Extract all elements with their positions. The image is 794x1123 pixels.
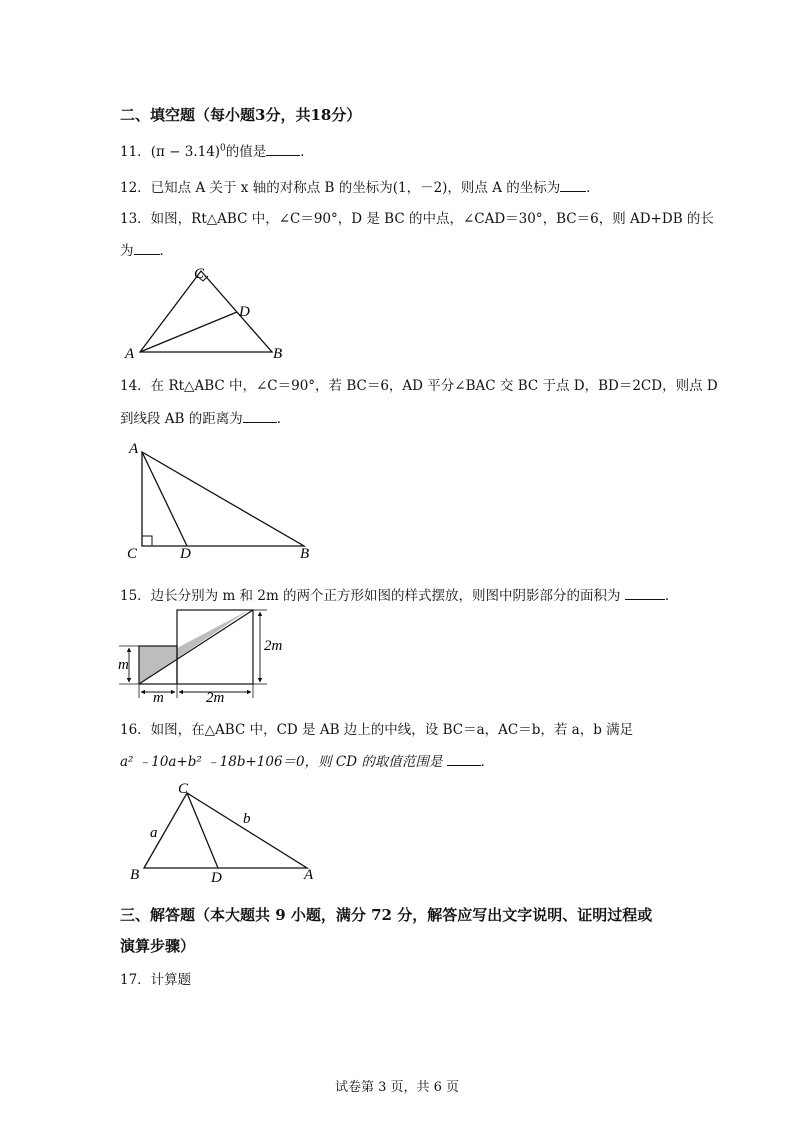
q13-triangle-figure [115,260,305,365]
q16-label-a: A [304,867,314,883]
q15-squares-figure [115,603,295,703]
q14-right-angle-mark [142,536,152,546]
question-17: 17．计算题 [120,972,192,988]
q14-triangle-figure [120,437,320,565]
question-12 [120,176,600,196]
q16-median-cd [187,793,218,868]
q11-text: 的值是 [225,144,267,160]
q13-answer-blank[interactable] [134,242,160,255]
question-16-line-1: 16．如图，在△ABC 中，CD 是 AB 边上的中线，设 BC＝a，AC＝b，若 a，b 满足 [120,722,634,738]
section-3-heading-line-2: 演算步骤） [120,937,196,955]
question-15 [120,584,678,604]
q14-segment-ad [142,452,187,546]
q12-text: 12．已知点 A 关于 x 轴的对称点 B 的坐标为(1，－2)，则点 A 的坐标为 [120,180,561,196]
q16-label-b-side: b [243,811,251,827]
q16-triangle-figure [120,776,330,886]
q15-end: ． [664,588,679,604]
question-11 [120,140,314,160]
q13-label-a: A [125,346,135,362]
question-16-line-2 [120,750,494,770]
q16-label-a-side: a [150,825,158,841]
q13-label-b: B [273,346,283,362]
q12-end: ． [586,180,600,196]
q14-triangle-abc [142,452,304,546]
q11-end: ． [300,144,314,160]
q15-label-2m-bottom: 2m [206,690,225,703]
q16-triangle-abc [144,793,307,868]
q11-answer-blank[interactable] [266,143,300,156]
q16-label-c: C [178,781,189,797]
q14-label-b: B [300,546,310,562]
q16-end: ． [480,754,495,770]
q11-expression: (π − 3.14) [150,144,221,160]
q16-label-d: D [211,870,222,886]
q14-label-c: C [127,546,138,562]
q13-label-c: C [194,266,205,282]
q14-label-d: D [180,546,191,562]
section-3-heading-line-1: 三、解答题（本大题共 9 小题，满分 72 分，解答应写出文字说明、证明过程或 [120,906,653,924]
q16-equation: a² ﹣10a+b² ﹣18b+106＝0，则 CD 的取值范围是 [120,754,443,770]
q13-text: 为 [120,243,134,259]
q15-label-m-bottom: m [153,690,164,703]
q13-label-d: D [239,304,250,320]
q11-exponent: 0 [220,143,226,154]
q16-answer-blank[interactable] [447,753,481,766]
question-13-line-2 [120,239,173,259]
q13-triangle-abc [140,271,272,352]
q14-end: ． [276,411,291,427]
q15-label-2m-right: 2m [264,638,283,654]
q14-text: 到线段 AB 的距离为 [120,411,243,427]
q16-label-b: B [130,867,140,883]
q14-label-a: A [129,441,139,457]
question-14-line-2 [120,407,290,427]
q15-label-m-left: m [118,657,129,673]
q12-answer-blank[interactable] [560,179,586,192]
question-14-line-1: 14．在 Rt△ABC 中，∠C＝90°，若 BC＝6，AD 平分∠BAC 交 BC 于点 D，BD＝2CD，则点 D [120,378,718,394]
q11-number: 11． [120,144,151,160]
q13-end: ． [159,243,173,259]
q15-text: 15．边长分别为 m 和 2m 的两个正方形如图的样式摆放，则图中阴影部分的面积为 [120,588,621,604]
page-footer: 试卷第 3 页，共 6 页 [334,1080,460,1095]
section-2-heading: 二、填空题（每小题3分，共18分） [120,106,362,124]
question-13-line-1: 13．如图，Rt△ABC 中，∠C＝90°，D 是 BC 的中点，∠CAD＝30°，BC＝6，则 AD+DB 的长 [120,211,714,227]
q14-answer-blank[interactable] [243,410,277,423]
q15-answer-blank[interactable] [625,587,665,600]
